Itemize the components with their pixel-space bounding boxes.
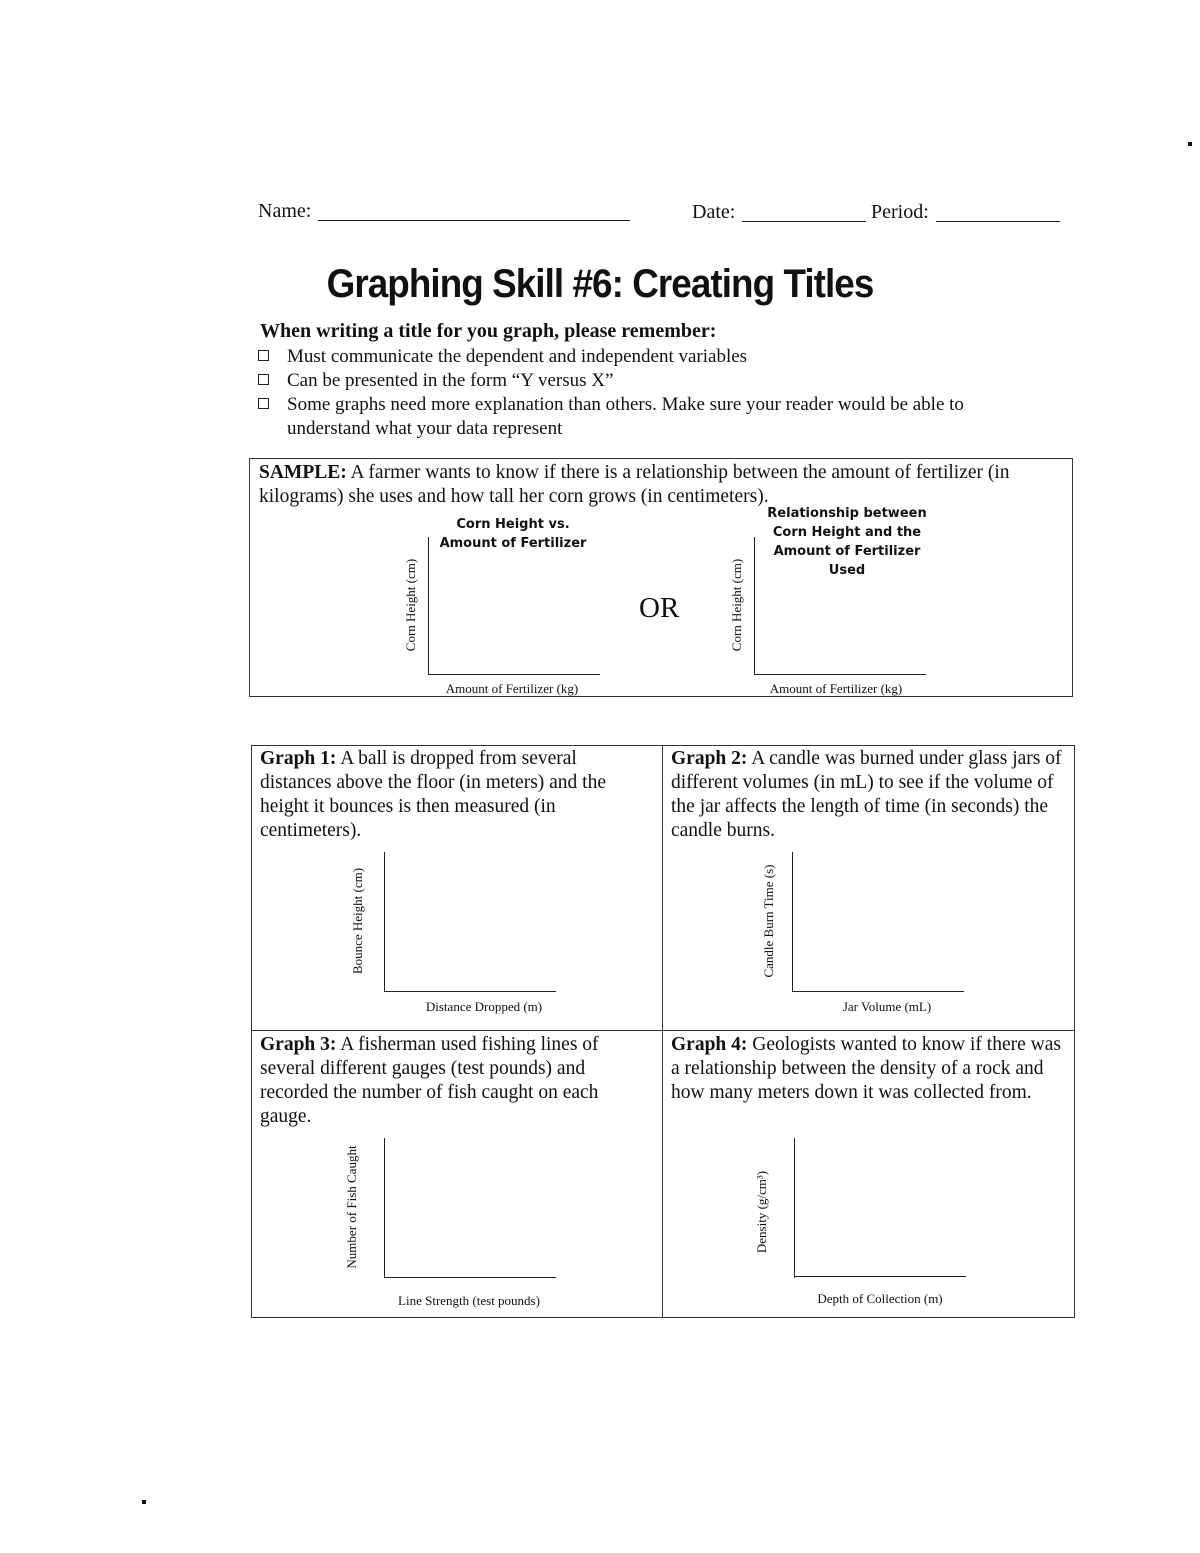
sample-graph-b-title: Relationship between Corn Height and the Amount of Fertilizer Used [767,506,927,578]
sample-label: SAMPLE: [259,462,347,483]
graph-4-x-axis [794,1276,966,1277]
scan-speck [142,1500,146,1504]
list-item [258,393,1027,441]
sample-graph-b-ylabel: Corn Height (cm) [729,558,744,652]
bullet-box-icon [258,374,269,385]
grid-divider-vertical [662,745,663,1318]
graph-1-label: Graph 1: [260,748,337,769]
graph-4-text: Geologists wanted to know if there was a relationship between the density of a rock and how many meters down it was collected from. [671,1034,1061,1103]
list-item-text: Must communicate the dependent and independent variables [287,346,748,367]
graph-2-prompt [671,747,1067,843]
graph-2-ylabel: Candle Burn Time (s) [761,864,776,978]
graph-3-prompt [260,1033,652,1129]
period-field[interactable] [936,221,1060,222]
sample-graph-b-x-axis [754,674,926,675]
graph-3-text: A fisherman used fishing lines of several different gauges (test pounds) and recorded the number of fish caught on each gauge. [260,1034,599,1127]
sample-graph-a-xlabel: Amount of Fertilizer (kg) [445,681,579,696]
graph-2-text: A candle was burned under glass jars of different volumes (in mL) to see if the volume of the jar affects the length of time (in seconds) the candle burns. [671,748,1062,841]
list-item [258,345,1027,369]
sample-prompt [259,461,1065,509]
graph-2-x-axis [792,991,964,992]
list-item-text: Some graphs need more explanation than others. Make sure your reader would be able to understand what your data represent [287,394,964,439]
date-field[interactable] [742,221,866,222]
name-field[interactable] [318,220,630,221]
name-label: Name: [258,200,312,222]
graph-1-xlabel: Distance Dropped (m) [425,999,543,1014]
graph-1-ylabel: Bounce Height (cm) [350,867,365,975]
graph-2-y-axis [792,852,793,992]
list-item-text: Can be presented in the form “Y versus X” [287,370,614,391]
sample-graph-a-ylabel: Corn Height (cm) [403,558,418,652]
intro-heading: When writing a title for you graph, please remember: [260,320,717,342]
bullet-box-icon [258,398,269,409]
graph-3-xlabel: Line Strength (test pounds) [398,1293,540,1308]
sample-graph-a-y-axis [428,537,429,675]
sample-text: A farmer wants to know if there is a relationship between the amount of fertilizer (in kilograms) she uses and how tall her corn grows (in centimeters). [259,462,1010,507]
scan-speck [1188,142,1192,146]
graph-1-prompt [260,747,652,843]
date-label: Date: [692,201,736,223]
graph-2-xlabel: Jar Volume (mL) [842,999,932,1014]
or-label: OR [639,592,680,624]
sample-box [249,458,1073,697]
sample-graph-b-xlabel: Amount of Fertilizer (kg) [769,681,903,696]
graph-1-y-axis [384,852,385,992]
bullet-box-icon [258,350,269,361]
graph-4-prompt [671,1033,1067,1105]
list-item [258,369,1027,393]
graph-3-label: Graph 3: [260,1034,337,1055]
graph-3-y-axis [384,1138,385,1278]
sample-graph-a-title: Corn Height vs. Amount of Fertilizer [439,517,587,551]
sample-graph-b-y-axis [754,537,755,675]
graph-1-text: A ball is dropped from several distances above the floor (in meters) and the height it bounces is then measured (in centimeters). [260,748,607,841]
grid-divider-horizontal [251,1030,1075,1031]
page-title: Graphing Skill #6: Creating Titles [326,262,874,306]
graph-4-ylabel: Density (g/cm³) [754,1170,769,1254]
graph-3-ylabel: Number of Fish Caught [344,1145,359,1269]
graph-2-label: Graph 2: [671,748,748,769]
graph-4-y-axis [794,1138,795,1278]
sample-graph-a-x-axis [428,674,600,675]
graph-4-label: Graph 4: [671,1034,748,1055]
graph-4-xlabel: Depth of Collection (m) [817,1291,943,1306]
graph-1-x-axis [384,991,556,992]
graph-3-x-axis [384,1277,556,1278]
period-label: Period: [871,201,929,223]
